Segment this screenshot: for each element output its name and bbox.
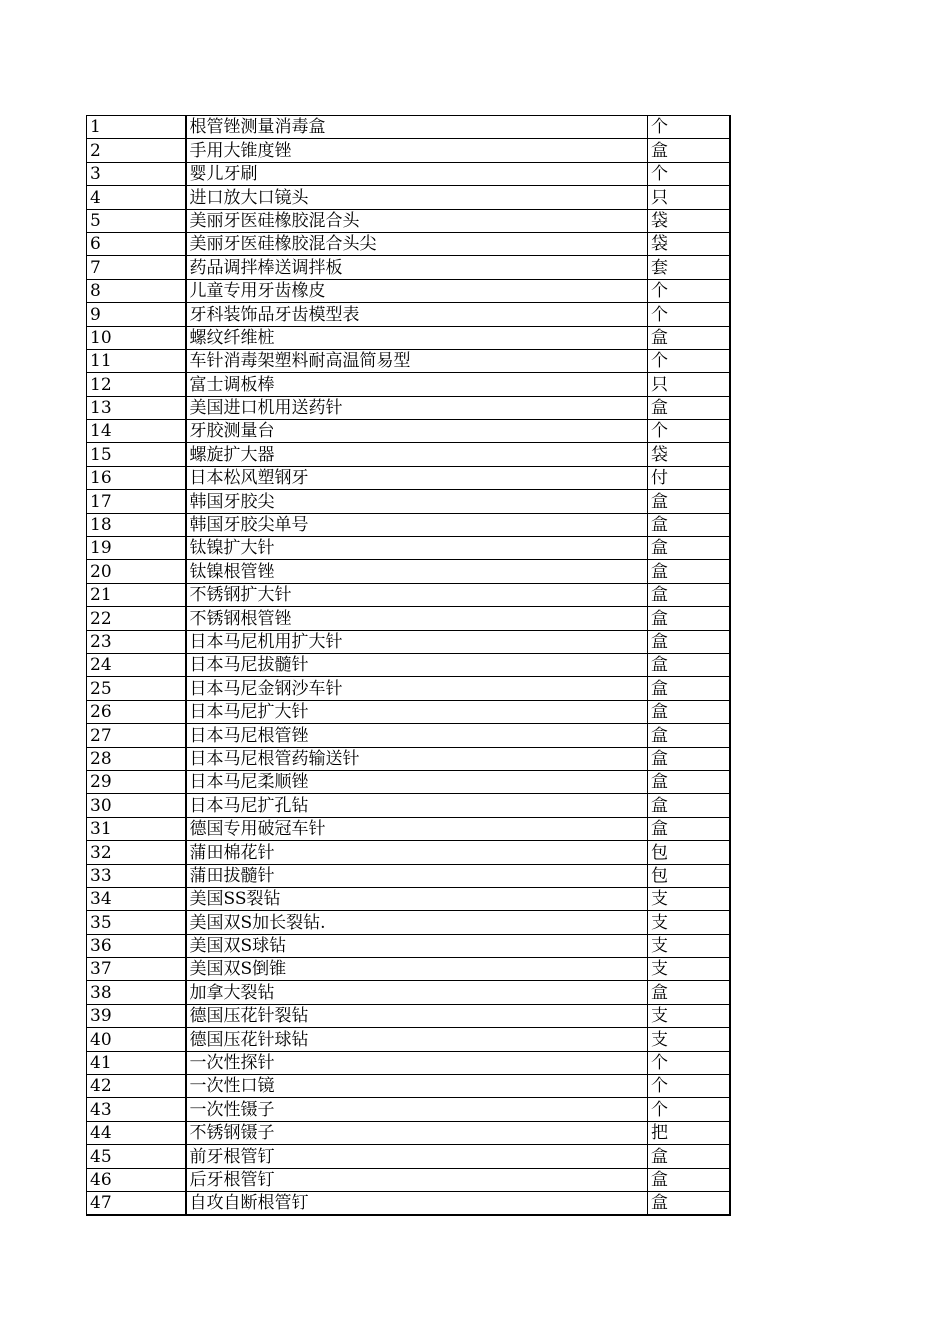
item-name-cell[interactable]: 日本马尼扩大针 — [186, 700, 648, 723]
unit-cell[interactable]: 盒 — [648, 560, 730, 583]
table-row — [87, 443, 730, 466]
item-name-cell[interactable]: 日本松风塑钢牙 — [186, 466, 648, 489]
unit-cell[interactable]: 盒 — [648, 396, 730, 419]
unit-cell[interactable]: 包 — [648, 864, 730, 887]
unit-cell[interactable]: 盒 — [648, 1168, 730, 1191]
table-row — [87, 1191, 730, 1215]
item-name-cell[interactable]: 前牙根管钉 — [186, 1145, 648, 1168]
unit-cell[interactable]: 把 — [648, 1121, 730, 1144]
table-row — [87, 841, 730, 864]
table-row — [87, 887, 730, 910]
unit-cell[interactable]: 盒 — [648, 794, 730, 817]
row-number-cell[interactable]: 33 — [87, 864, 186, 887]
item-name-cell[interactable]: 美国双S加长裂钻. — [186, 911, 648, 934]
row-number-cell[interactable]: 35 — [87, 911, 186, 934]
row-number-cell[interactable]: 17 — [87, 490, 186, 513]
item-name-cell[interactable]: 螺纹纤维桩 — [186, 326, 648, 349]
row-number-cell[interactable]: 5 — [87, 209, 186, 232]
item-name-cell[interactable]: 日本马尼金钢沙车针 — [186, 677, 648, 700]
table-row — [87, 466, 730, 489]
table-row — [87, 256, 730, 279]
row-number-cell[interactable]: 44 — [87, 1121, 186, 1144]
row-number-cell[interactable]: 8 — [87, 279, 186, 302]
row-number-cell[interactable]: 38 — [87, 981, 186, 1004]
item-name-cell[interactable]: 德国压花针球钻 — [186, 1028, 648, 1051]
table-row — [87, 817, 730, 840]
table-row — [87, 396, 730, 419]
row-number-cell[interactable]: 15 — [87, 443, 186, 466]
row-number-cell[interactable]: 11 — [87, 349, 186, 372]
table-row — [87, 1098, 730, 1121]
row-number-cell[interactable]: 12 — [87, 373, 186, 396]
row-number-cell[interactable]: 36 — [87, 934, 186, 957]
item-name-cell[interactable]: 不锈钢镊子 — [186, 1121, 648, 1144]
unit-cell[interactable]: 盒 — [648, 1145, 730, 1168]
item-table — [86, 115, 731, 1216]
item-name-cell[interactable]: 自攻自断根管钉 — [186, 1191, 648, 1215]
table-row — [87, 116, 730, 139]
table-row — [87, 326, 730, 349]
table-row — [87, 583, 730, 606]
item-name-cell[interactable]: 牙科装饰品牙齿模型表 — [186, 303, 648, 326]
item-name-cell[interactable]: 钛镍根管锉 — [186, 560, 648, 583]
unit-cell[interactable]: 盒 — [648, 537, 730, 560]
unit-cell[interactable]: 盒 — [648, 607, 730, 630]
table-row — [87, 139, 730, 162]
item-name-cell[interactable]: 螺旋扩大器 — [186, 443, 648, 466]
table-row — [87, 630, 730, 653]
table-row — [87, 981, 730, 1004]
row-number-cell[interactable]: 32 — [87, 841, 186, 864]
row-number-cell[interactable]: 45 — [87, 1145, 186, 1168]
item-name-cell[interactable]: 进口放大口镜头 — [186, 186, 648, 209]
item-name-cell[interactable]: 美国双S球钻 — [186, 934, 648, 957]
item-name-cell[interactable]: 车针消毒架塑料耐高温简易型 — [186, 349, 648, 372]
row-number-cell[interactable]: 42 — [87, 1075, 186, 1098]
table-row — [87, 1145, 730, 1168]
row-number-cell[interactable]: 39 — [87, 1004, 186, 1027]
item-name-cell[interactable]: 一次性镊子 — [186, 1098, 648, 1121]
item-name-cell[interactable]: 美国双S倒锥 — [186, 958, 648, 981]
table-row — [87, 770, 730, 793]
table-row — [87, 1051, 730, 1074]
row-number-cell[interactable]: 1 — [87, 116, 186, 139]
row-number-cell[interactable]: 4 — [87, 186, 186, 209]
table-row — [87, 700, 730, 723]
row-number-cell[interactable]: 29 — [87, 770, 186, 793]
item-name-cell[interactable]: 日本马尼根管药输送针 — [186, 747, 648, 770]
row-number-cell[interactable]: 37 — [87, 958, 186, 981]
row-number-cell[interactable]: 21 — [87, 583, 186, 606]
row-number-cell[interactable]: 9 — [87, 303, 186, 326]
row-number-cell[interactable]: 10 — [87, 326, 186, 349]
table-row — [87, 794, 730, 817]
row-number-cell[interactable]: 16 — [87, 466, 186, 489]
row-number-cell[interactable]: 23 — [87, 630, 186, 653]
item-name-cell[interactable]: 日本马尼根管锉 — [186, 724, 648, 747]
item-name-cell[interactable]: 美国SS裂钻 — [186, 887, 648, 910]
table-row — [87, 537, 730, 560]
unit-cell[interactable]: 个 — [648, 420, 730, 443]
unit-cell[interactable]: 个 — [648, 1098, 730, 1121]
table-row — [87, 303, 730, 326]
unit-cell[interactable]: 支 — [648, 934, 730, 957]
row-number-cell[interactable]: 34 — [87, 887, 186, 910]
row-number-cell[interactable]: 30 — [87, 794, 186, 817]
table-row — [87, 490, 730, 513]
table-row — [87, 373, 730, 396]
table-row — [87, 653, 730, 676]
unit-cell[interactable]: 盒 — [648, 630, 730, 653]
table-row — [87, 232, 730, 255]
unit-cell[interactable]: 个 — [648, 1075, 730, 1098]
row-number-cell[interactable]: 26 — [87, 700, 186, 723]
row-number-cell[interactable]: 22 — [87, 607, 186, 630]
item-name-cell[interactable]: 富士调板棒 — [186, 373, 648, 396]
table-row — [87, 1075, 730, 1098]
table-row — [87, 162, 730, 185]
unit-cell[interactable]: 支 — [648, 958, 730, 981]
unit-cell[interactable]: 盒 — [648, 1191, 730, 1215]
unit-cell[interactable]: 盒 — [648, 513, 730, 536]
unit-cell[interactable]: 盒 — [648, 700, 730, 723]
table-row — [87, 607, 730, 630]
unit-cell[interactable]: 个 — [648, 162, 730, 185]
item-name-cell[interactable]: 加拿大裂钻 — [186, 981, 648, 1004]
unit-cell[interactable]: 个 — [648, 303, 730, 326]
unit-cell[interactable]: 只 — [648, 373, 730, 396]
table-row — [87, 934, 730, 957]
table-row — [87, 958, 730, 981]
unit-cell[interactable]: 支 — [648, 887, 730, 910]
unit-cell[interactable]: 支 — [648, 911, 730, 934]
unit-cell[interactable]: 只 — [648, 186, 730, 209]
unit-cell[interactable]: 盒 — [648, 139, 730, 162]
row-number-cell[interactable]: 7 — [87, 256, 186, 279]
unit-cell[interactable]: 盒 — [648, 817, 730, 840]
unit-cell[interactable]: 个 — [648, 279, 730, 302]
row-number-cell[interactable]: 40 — [87, 1028, 186, 1051]
unit-cell[interactable]: 套 — [648, 256, 730, 279]
unit-cell[interactable]: 盒 — [648, 981, 730, 1004]
row-number-cell[interactable]: 24 — [87, 653, 186, 676]
row-number-cell[interactable]: 25 — [87, 677, 186, 700]
row-number-cell[interactable]: 47 — [87, 1191, 186, 1215]
unit-cell[interactable]: 盒 — [648, 770, 730, 793]
item-name-cell[interactable]: 一次性探针 — [186, 1051, 648, 1074]
unit-cell[interactable]: 个 — [648, 349, 730, 372]
item-name-cell[interactable]: 不锈钢扩大针 — [186, 583, 648, 606]
unit-cell[interactable]: 个 — [648, 116, 730, 139]
table-row — [87, 1168, 730, 1191]
row-number-cell[interactable]: 18 — [87, 513, 186, 536]
table-row — [87, 560, 730, 583]
item-name-cell[interactable]: 一次性口镜 — [186, 1075, 648, 1098]
unit-cell[interactable]: 包 — [648, 841, 730, 864]
item-name-cell[interactable]: 日本马尼拔髓针 — [186, 653, 648, 676]
item-name-cell[interactable]: 美丽牙医硅橡胶混合头 — [186, 209, 648, 232]
item-name-cell[interactable]: 药品调拌棒送调拌板 — [186, 256, 648, 279]
unit-cell[interactable]: 付 — [648, 466, 730, 489]
item-name-cell[interactable]: 蒲田拔髓针 — [186, 864, 648, 887]
item-name-cell[interactable]: 根管锉测量消毒盒 — [186, 116, 648, 139]
table-row — [87, 209, 730, 232]
item-name-cell[interactable]: 德国压花针裂钻 — [186, 1004, 648, 1027]
item-name-cell[interactable]: 婴儿牙刷 — [186, 162, 648, 185]
unit-cell[interactable]: 个 — [648, 1051, 730, 1074]
unit-cell[interactable]: 盒 — [648, 747, 730, 770]
item-name-cell[interactable]: 美丽牙医硅橡胶混合头尖 — [186, 232, 648, 255]
row-number-cell[interactable]: 28 — [87, 747, 186, 770]
row-number-cell[interactable]: 31 — [87, 817, 186, 840]
item-name-cell[interactable]: 德国专用破冠车针 — [186, 817, 648, 840]
unit-cell[interactable]: 盒 — [648, 583, 730, 606]
item-name-cell[interactable]: 后牙根管钉 — [186, 1168, 648, 1191]
unit-cell[interactable]: 袋 — [648, 232, 730, 255]
item-name-cell[interactable]: 日本马尼柔顺锉 — [186, 770, 648, 793]
table-row — [87, 1028, 730, 1051]
item-table-body — [87, 116, 730, 1215]
unit-cell[interactable]: 袋 — [648, 209, 730, 232]
row-number-cell[interactable]: 19 — [87, 537, 186, 560]
table-row — [87, 724, 730, 747]
unit-cell[interactable]: 支 — [648, 1028, 730, 1051]
table-row — [87, 1004, 730, 1027]
table-row — [87, 513, 730, 536]
item-name-cell[interactable]: 美国进口机用送药针 — [186, 396, 648, 419]
unit-cell[interactable]: 盒 — [648, 326, 730, 349]
table-row — [87, 747, 730, 770]
unit-cell[interactable]: 盒 — [648, 490, 730, 513]
table-row — [87, 420, 730, 443]
table-row — [87, 186, 730, 209]
table-row — [87, 1121, 730, 1144]
item-name-cell[interactable]: 日本马尼机用扩大针 — [186, 630, 648, 653]
item-name-cell[interactable]: 蒲田棉花针 — [186, 841, 648, 864]
row-number-cell[interactable]: 41 — [87, 1051, 186, 1074]
unit-cell[interactable]: 支 — [648, 1004, 730, 1027]
table-row — [87, 677, 730, 700]
unit-cell[interactable]: 盒 — [648, 677, 730, 700]
row-number-cell[interactable]: 6 — [87, 232, 186, 255]
row-number-cell[interactable]: 43 — [87, 1098, 186, 1121]
item-name-cell[interactable]: 韩国牙胶尖 — [186, 490, 648, 513]
item-name-cell[interactable]: 儿童专用牙齿橡皮 — [186, 279, 648, 302]
row-number-cell[interactable]: 20 — [87, 560, 186, 583]
table-row — [87, 864, 730, 887]
row-number-cell[interactable]: 14 — [87, 420, 186, 443]
row-number-cell[interactable]: 27 — [87, 724, 186, 747]
item-name-cell[interactable]: 手用大锥度锉 — [186, 139, 648, 162]
table-row — [87, 349, 730, 372]
item-name-cell[interactable]: 韩国牙胶尖单号 — [186, 513, 648, 536]
unit-cell[interactable]: 袋 — [648, 443, 730, 466]
row-number-cell[interactable]: 46 — [87, 1168, 186, 1191]
row-number-cell[interactable]: 2 — [87, 139, 186, 162]
row-number-cell[interactable]: 13 — [87, 396, 186, 419]
item-name-cell[interactable]: 不锈钢根管锉 — [186, 607, 648, 630]
item-name-cell[interactable]: 钛镍扩大针 — [186, 537, 648, 560]
unit-cell[interactable]: 盒 — [648, 653, 730, 676]
table-row — [87, 279, 730, 302]
unit-cell[interactable]: 盒 — [648, 724, 730, 747]
item-name-cell[interactable]: 日本马尼扩孔钻 — [186, 794, 648, 817]
table-row — [87, 911, 730, 934]
item-name-cell[interactable]: 牙胶测量台 — [186, 420, 648, 443]
row-number-cell[interactable]: 3 — [87, 162, 186, 185]
